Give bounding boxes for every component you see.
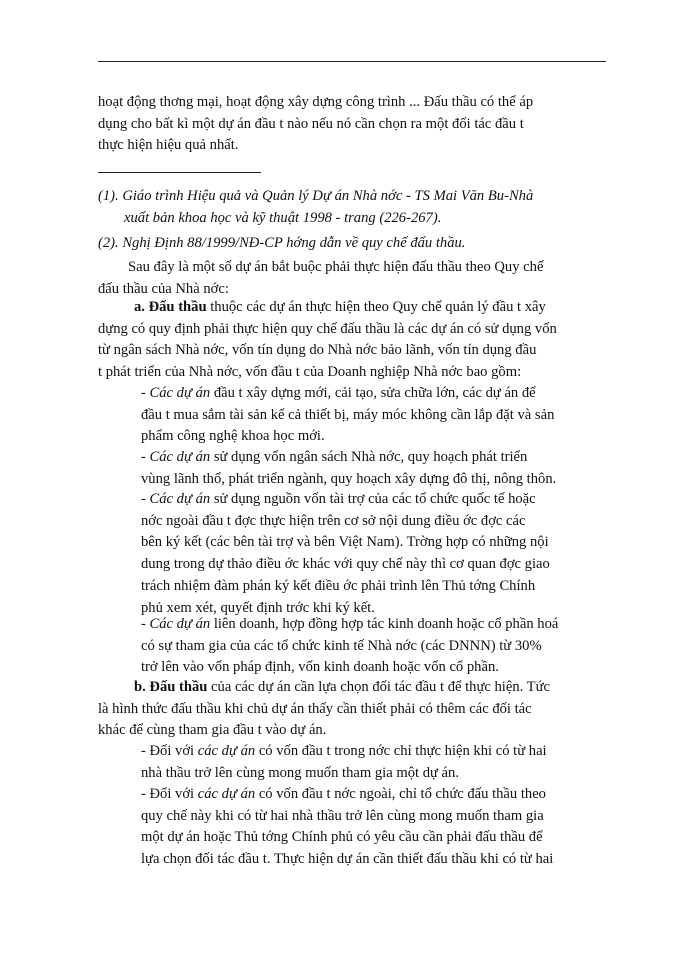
section-a-item-3	[141, 489, 611, 619]
text-line: đấu thầu của Nhà nớc:	[98, 280, 229, 297]
section-b-paragraph	[98, 677, 610, 742]
item-text: liên doanh, hợp đồng hợp tác kinh doanh hoặc cổ phần hoá	[210, 616, 559, 632]
text-line: dựng có quy định phải thực hiện quy chế đấu thầu là các dự án có sử dụng vốn	[98, 320, 557, 337]
text-line: khác để cùng tham gia đầu t vào dự án.	[98, 722, 327, 739]
section-a-marker: a. Đấu thầu	[134, 299, 207, 315]
footnote-2	[98, 233, 608, 255]
item-line: đầu t mua sắm tài sản kể cả thiết bị, máy móc không cần lắp đặt và sản	[141, 406, 555, 423]
item-term: Các dự án	[149, 385, 211, 401]
item-line: nớc ngoài đầu t đợc thực hiện trên cơ sở nội dung điều ớc đợc các	[141, 512, 526, 529]
item-line: trách nhiệm đàm phán ký kết điều ớc phải trình lên Thủ tớng Chính	[141, 577, 536, 594]
footnote-line: xuất bản khoa học và kỹ thuật 1998 - trang (226-267).	[124, 209, 442, 226]
item-line: lựa chọn đối tác đầu t. Thực hiện dự án cần thiết đấu thầu khi có từ hai	[141, 851, 554, 868]
section-a-paragraph	[98, 297, 608, 384]
footnote-line: (1). Giáo trình Hiệu quả và Quản lý Dự án Nhà nớc - TS Mai Văn Bu-Nhà	[98, 188, 534, 204]
text-line: là hình thức đấu thầu khi chủ dự án thấy cần thiết phải có thêm các đối tác	[98, 700, 532, 717]
item-dash: -	[141, 616, 150, 632]
item-term: các dự án	[197, 743, 256, 759]
item-line: quy chế này khi có từ hai nhà thầu trở lên cùng mong muốn tham gia	[141, 807, 544, 824]
item-term: Các dự án	[149, 616, 211, 632]
item-line: một dự án hoặc Thủ tớng Chính phủ có yêu cầu cần phải đấu thầu để	[141, 829, 543, 846]
item-line	[141, 447, 611, 469]
item-line: dung trong dự thảo điều ớc khác với quy chế này thì cơ quan đợc giao	[141, 556, 550, 573]
item-line	[141, 614, 611, 636]
text-line: thực hiện hiệu quả nhất.	[98, 137, 239, 154]
item-line: nhà thầu trở lên cùng mong muốn tham gia một dự án.	[141, 764, 459, 781]
section-a-item-4	[141, 614, 611, 679]
item-dash: - Đối với	[141, 786, 198, 802]
item-line	[141, 489, 611, 511]
item-line: phẩm công nghệ khoa học mới.	[141, 428, 325, 445]
item-line: phủ xem xét, quyết định trớc khi ký kết.	[141, 599, 375, 616]
text-line: Sau đây là một số dự án bắt buộc phải thực hiện đấu thầu theo Quy chế	[128, 259, 544, 275]
text-line	[98, 297, 608, 319]
item-dash: -	[141, 449, 150, 465]
item-line: trở lên vào vốn pháp định, vốn kinh doanh hoặc vốn cổ phần.	[141, 659, 499, 676]
item-dash: -	[141, 385, 150, 401]
text-line: t phát triển của Nhà nớc, vốn đầu t của Doanh nghiệp Nhà nớc bao gồm:	[98, 364, 522, 381]
intro-paragraph	[98, 257, 608, 300]
section-a-item-1	[141, 383, 611, 448]
item-text: sử dụng vốn ngân sách Nhà nớc, quy hoạch phát triển	[210, 449, 528, 465]
item-text: sử dụng nguồn vốn tài trợ của các tổ chức quốc tế hoặc	[210, 491, 536, 507]
footnote-separator	[98, 172, 261, 173]
item-text: đầu t xây dựng mới, cải tạo, sửa chữa lớn, các dự án để	[210, 385, 536, 401]
text-line: dụng cho bất kì một dự án đầu t nào nếu nó cần chọn ra một đối tác đầu t	[98, 115, 524, 132]
item-dash: - Đối với	[141, 743, 198, 759]
item-line: có sự tham gia của các tổ chức kinh tế Nhà nớc (các DNNN) từ 30%	[141, 637, 542, 654]
footnote-1	[98, 186, 608, 229]
section-b-line1: của các dự án cần lựa chọn đối tác đầu t để thực hiện. Tức	[207, 679, 550, 695]
section-b-marker: b. Đấu thầu	[134, 679, 208, 695]
item-term: Các dự án	[149, 491, 211, 507]
item-line	[141, 741, 611, 763]
text-line	[98, 677, 610, 699]
item-term: Các dự án	[149, 449, 211, 465]
section-b-item-2	[141, 784, 611, 871]
text-line: hoạt động thơng mại, hoạt động xây dựng công trình ... Đấu thầu có thể áp	[98, 94, 534, 110]
item-line: vùng lãnh thổ, phát triển ngành, quy hoạch xây dựng đô thị, nông thôn.	[141, 470, 557, 487]
item-line: bên ký kết (các bên tài trợ và bên Việt Nam). Trờng hợp có những nội	[141, 534, 549, 551]
section-a-line1: thuộc các dự án thực hiện theo Quy chế quản lý đầu t xây	[206, 299, 546, 315]
section-b-item-1	[141, 741, 611, 784]
item-line	[141, 784, 611, 806]
item-text: có vốn đầu t trong nớc chỉ thực hiện khi có từ hai	[255, 743, 547, 759]
item-term: các dự án	[197, 786, 256, 802]
item-dash: -	[141, 491, 150, 507]
item-line	[141, 383, 611, 405]
continuation-paragraph	[98, 92, 606, 157]
text-line: từ ngân sách Nhà nớc, vốn tín dụng do Nhà nớc bảo lãnh, vốn tín dụng đầu	[98, 342, 537, 359]
footnote-line: (2). Nghị Định 88/1999/NĐ-CP hớng dẫn về quy chế đấu thầu.	[98, 235, 466, 251]
section-a-item-2	[141, 447, 611, 490]
item-text: có vốn đầu t nớc ngoài, chỉ tổ chức đấu thầu theo	[255, 786, 546, 802]
header-rule	[98, 61, 606, 62]
